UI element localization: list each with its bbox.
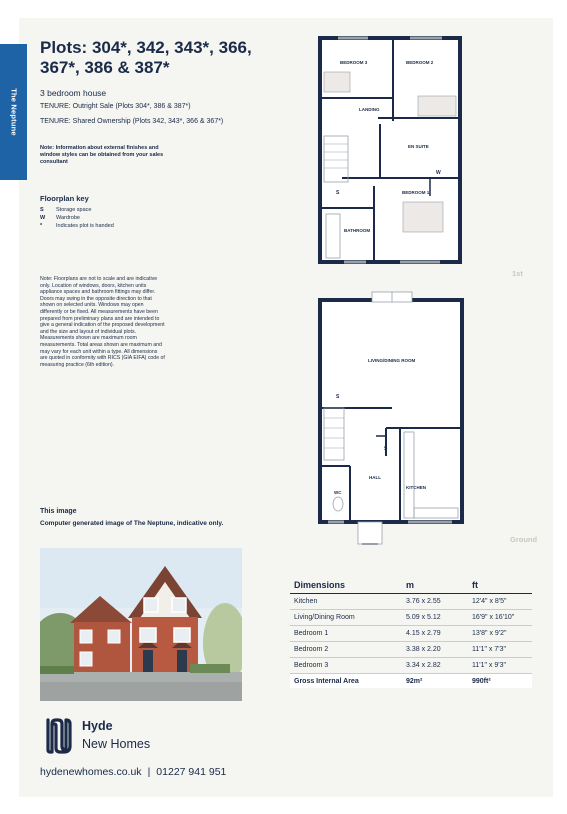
table-row <box>290 626 532 642</box>
storage-marker-ground: S <box>336 394 340 400</box>
feet-header: ft <box>468 576 532 594</box>
table-row <box>290 658 532 674</box>
key-symbol: W <box>40 215 46 221</box>
room-feet: 12'4" x 8'5" <box>468 594 532 610</box>
gross-internal-area-row <box>290 674 532 689</box>
brand-subline: New Homes <box>82 737 151 751</box>
room-metres: 5.09 x 5.12 <box>402 610 468 626</box>
contact-separator: | <box>147 766 151 778</box>
room-label-kitchen: KITCHEN <box>406 485 426 490</box>
key-label: Wardrobe <box>56 215 80 221</box>
room-feet: 13'8" x 9'2" <box>468 626 532 642</box>
room-label-bedroom-1: BEDROOM 1 <box>402 190 430 195</box>
ground-floor-plan <box>316 286 468 554</box>
room-feet: 11'1" x 7'3" <box>468 642 532 658</box>
house-type-tab-label: The Neptune <box>9 88 18 136</box>
room-label-bathroom: BATHROOM <box>344 228 371 233</box>
room-label-bedroom-2: BEDROOM 2 <box>406 60 434 65</box>
storage-marker-hall: S <box>384 446 388 452</box>
room-metres: 4.15 x 2.79 <box>402 626 468 642</box>
room-metres: 3.38 x 2.20 <box>402 642 468 658</box>
external-finishes-note: Note: Information about external finishes and window styles can be obtained from your sales consultant <box>40 145 164 165</box>
hyde-new-homes-logo <box>40 716 170 756</box>
room-feet: 11'1" x 9'3" <box>468 658 532 674</box>
tenure-outright-sale: TENURE: Outright Sale (Plots 304*, 386 & 387*) <box>40 103 191 110</box>
metres-header: m <box>402 576 468 594</box>
website-link[interactable]: hydenewhomes.co.uk <box>40 766 142 778</box>
key-label: Storage space <box>56 207 92 213</box>
house-subtitle: 3 bedroom house <box>40 88 107 98</box>
floorplan-key-title: Floorplan key <box>40 194 89 203</box>
house-type-tab <box>0 44 27 180</box>
room-feet: 16'9" x 16'10" <box>468 610 532 626</box>
hyde-logo-icon <box>40 716 74 754</box>
image-title: This image <box>40 508 77 515</box>
room-metres: 3.34 x 2.82 <box>402 658 468 674</box>
room-metres: 3.76 x 2.55 <box>402 594 468 610</box>
gia-feet: 990ft² <box>468 674 532 689</box>
storage-marker: S <box>336 190 340 196</box>
tenure-shared-ownership: TENURE: Shared Ownership (Plots 342, 343*, 366 & 367*) <box>40 118 224 125</box>
key-symbol: S <box>40 207 44 213</box>
room-label-landing: LANDING <box>359 107 380 112</box>
wardrobe-marker: W <box>436 170 441 176</box>
table-row <box>290 642 532 658</box>
plots-title: Plots: 304*, 342, 343*, 366, 367*, 386 & 387* <box>40 38 252 77</box>
gia-metres: 92m² <box>402 674 468 689</box>
dimensions-header-row <box>290 576 532 594</box>
key-item-handed <box>40 223 114 230</box>
first-floor-plan <box>318 36 462 264</box>
room-name: Living/Dining Room <box>290 610 402 626</box>
floorplan-disclaimer: Note: Floorplans are not to scale and are indicative only. Location of windows, doors, kitchen units appliance spaces and bathroom fittings may differ. Doors may swing in the opposite direction to that shown on selected units. Windows may open differently or be fixed. All measurements have been prepared from preliminary plans and are intended to give a general indication of the proposed development and the size and layout of individual plots. Measurements shown are maximum room measurements. Total areas shown are maximum and may vary for each unit within a type. All dimensions are quoted in conformity with RICS (GIA EIFA) code of measuring practice (6th edition). <box>40 276 165 368</box>
room-label-wc: WC <box>334 490 342 495</box>
dimensions-header: Dimensions <box>290 576 402 594</box>
gia-label: Gross Internal Area <box>290 674 402 689</box>
room-name: Bedroom 2 <box>290 642 402 658</box>
room-name: Kitchen <box>290 594 402 610</box>
table-row <box>290 594 532 610</box>
room-name: Bedroom 1 <box>290 626 402 642</box>
room-label-en-suite: EN SUITE <box>408 144 429 149</box>
key-label: Indicates plot is handed <box>56 223 114 229</box>
key-item-storage <box>40 207 91 214</box>
brand-name: Hyde <box>82 719 113 733</box>
image-caption: Computer generated image of The Neptune, indicative only. <box>40 520 224 527</box>
room-name: Bedroom 3 <box>290 658 402 674</box>
first-floor-level-label: 1st <box>512 269 523 278</box>
table-row <box>290 610 532 626</box>
ground-floor-level-label: Ground <box>510 535 538 544</box>
dimensions-table <box>290 576 532 688</box>
phone-number[interactable]: 01227 941 951 <box>156 766 227 778</box>
key-item-wardrobe <box>40 215 80 222</box>
room-label-living-dining: LIVING/DINING ROOM <box>368 358 416 363</box>
contact-line <box>40 766 226 778</box>
house-render-image <box>40 548 242 701</box>
room-label-hall: HALL <box>369 475 381 480</box>
room-label-bedroom-3: BEDROOM 3 <box>340 60 368 65</box>
key-symbol: * <box>40 223 43 229</box>
